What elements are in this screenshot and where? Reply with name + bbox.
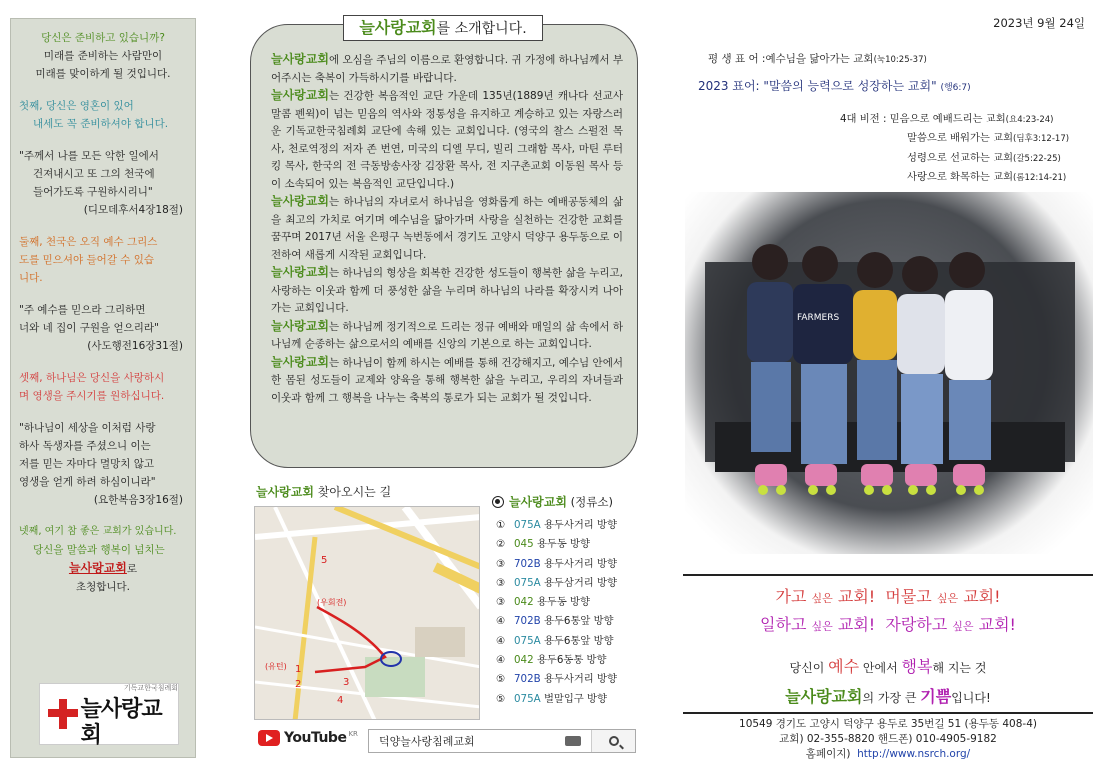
four-visions: 4대 비전 : 믿음으로 예배드리는 교회(요4:23-24) 말씀으로 배워가는 교회(딤후3:12-17) 성령으로 선교하는 교회(갈5:22-25) 사랑으로 화목하는 교회(롬12:14-21) — [840, 113, 1070, 183]
point-third: 셋째, 하나님은 당신을 사랑하시 며 영생을 주시기를 원하십니다. — [19, 372, 165, 402]
search-input[interactable]: 덕양늘사랑침례교회 — [379, 735, 475, 748]
bus-route-item: ① 075A 용두사거리 방향 — [496, 519, 617, 531]
map-graphic — [255, 507, 480, 720]
bus-route-item: ③ 075A 용두삼거리 방향 — [496, 576, 617, 589]
bus-stop-header: 늘사랑교회 (정류소) — [492, 493, 613, 510]
bus-route-number: 702B — [514, 673, 541, 686]
directions-title: 늘사랑교회 찾아오시는 길 — [256, 485, 392, 499]
bus-route-item: ③ 042 용두동 방향 — [496, 596, 590, 609]
intro-paragraph-1: 늘사랑교회에 오심을 주님의 이름으로 환영합니다. 귀 가정에 하나님께서 부어주시는 축복이 가득하시기를 바랍니다. — [271, 52, 623, 84]
intro-paragraph-2: 늘사랑교회는 건강한 복음적인 교단 가운데 135년(1889년 캐나다 선교사 말콤 펜윅)이 넘는 믿음의 역사와 정통성을 유지하고 계승하고 있는 자랑스러운 기독교한국침례회 교단에 속해 있는 교회입니다. (영국의 찰스 스펄전 목사, 천로역정의 저자 존 번연, 미국의 디엘 무디, 빌리 그래함 목사, 마틴 루터 킹 목사, 한국의 전 극동방송사장 김장환 목사, 전 지구촌교회 이동원 목사 등이 소속되어 있는 복음적인 교단입니다.) — [271, 88, 623, 190]
intro-paragraph-4: 늘사랑교회는 하나님의 형상을 회복한 건강한 성도들이 행복한 삶을 누리고, 사랑하는 이웃과 함께 더 풍성한 삶을 누리며 하나님의 나라를 확장시켜 나아가는 교회입니다. — [271, 265, 623, 314]
church-contact: 10549 경기도 고양시 덕양구 용두로 35번길 51 (용두동 408-4) 교회) 02-355-8820 핸드폰) 010-4905-9182 홈페이지) http://www.nsrch.org/ — [683, 717, 1093, 762]
svg-text:4: 4 — [337, 695, 344, 706]
church-intro-box — [250, 18, 638, 468]
question-title: 당신은 준비하고 있습니까? — [41, 32, 165, 44]
intro-paragraph-5: 늘사랑교회는 하나님께 정기적으로 드리는 정규 예배와 매일의 삶 속에서 하나님께 순종하는 삶으로서의 예배를 신앙의 기본으로 하는 교회입니다. — [271, 318, 623, 350]
youtube-logo[interactable]: YouTube KR — [258, 730, 358, 746]
cross-icon — [46, 697, 79, 731]
bus-route-item: ② 045 용두동 방향 — [496, 538, 590, 551]
youtube-play-icon — [258, 730, 280, 746]
left-panel — [10, 18, 196, 758]
slogan-line-2: 일하고 싶은 교회! 자랑하고 싶은 교회! — [760, 615, 1016, 634]
point-fourth: 넷째, 여기 참 좋은 교회가 있습니다. 당신을 말씀과 행복이 넘치는 늘사랑교회로 초청합니다. — [19, 526, 177, 593]
bus-route-number: 075A — [514, 519, 541, 531]
bus-route-item: ④ 075A 용두6통앞 방향 — [496, 634, 614, 647]
bus-route-number: 075A — [514, 576, 541, 589]
bus-route-number: 075A — [514, 692, 541, 705]
slogan-line-3: 당신이 예수 안에서 행복해 지는 것 — [789, 657, 987, 676]
bus-route-list — [496, 516, 617, 709]
bus-route-item: ④ 042 용두6동통 방향 — [496, 654, 607, 667]
bus-route-number: 075A — [514, 634, 541, 647]
search-icon — [609, 736, 619, 746]
intro-title: 늘사랑교회를 소개합니다. — [343, 15, 543, 41]
svg-text:(우회전): (우회전) — [317, 598, 347, 607]
slogan-box — [683, 574, 1093, 714]
bus-route-number: 045 — [514, 538, 534, 551]
intro-paragraph-3: 늘사랑교회는 하나님의 자녀로서 하나님을 영화롭게 하는 예배공동체의 삶을 최고의 가치로 여기며 예수님을 닮아가며 사랑을 실천하는 건강한 교회를 꿈꾸며 2017년 서울 은평구 녹번동에서 경기도 고양시 덕양구 용두동으로 이전하여 새롭게 시작된 교회입니다. — [271, 194, 623, 261]
bulletin-date: 2023년 9월 24일 — [993, 16, 1085, 30]
question-block: 당신은 준비하고 있습니까? 미래를 준비하는 사람만이 미래를 맞이하게 될 것입니다. — [19, 29, 187, 83]
location-map[interactable] — [254, 506, 480, 720]
verse-1: "주께서 나를 모든 악한 일에서 건져내시고 또 그의 천국에 들어가도록 구원하시리니" (디모데후서4장18절) — [19, 150, 183, 216]
point-second: 둘째, 천국은 오직 예수 그리스 도를 믿으셔야 들어갈 수 있습 니다. — [19, 236, 158, 284]
svg-text:3: 3 — [343, 677, 350, 688]
svg-text:2: 2 — [295, 679, 302, 690]
svg-text:FARMERS: FARMERS — [797, 313, 840, 323]
motto-2023: 2023 표어: "말씀의 능력으로 성장하는 교회" (행6:7) — [698, 79, 971, 93]
bus-route-number: 702B — [514, 615, 541, 628]
svg-text:5: 5 — [321, 555, 328, 566]
address: 10549 경기도 고양시 덕양구 용두로 35번길 51 (용두동 408-4) — [739, 718, 1037, 730]
keyboard-icon[interactable] — [565, 736, 581, 746]
church-name-inline: 늘사랑교회 — [68, 561, 127, 575]
svg-text:1: 1 — [295, 664, 302, 675]
youtube-search-bar[interactable] — [368, 729, 636, 753]
svg-text:(유턴): (유턴) — [265, 662, 287, 671]
bus-route-item: ⑤ 075A 벌말입구 방향 — [496, 692, 607, 705]
slogan-line-1: 가고 싶은 교회! 머물고 싶은 교회! — [775, 587, 1001, 606]
bus-route-item: ⑤ 702B 용두사거리 방향 — [496, 673, 617, 686]
bullet-icon — [492, 496, 504, 508]
verse-2: "주 예수를 믿으라 그리하면 너와 네 집이 구원을 얻으리라" (사도행전16장31절) — [19, 304, 183, 352]
bus-route-number: 702B — [514, 557, 541, 570]
bus-route-number: 042 — [514, 654, 534, 667]
group-photo — [685, 192, 1093, 554]
bus-route-item: ④ 702B 용두6통앞 방향 — [496, 615, 614, 628]
church-logo: 기독교한국침례회 늘사랑교회 — [39, 683, 179, 745]
bus-route-number: 042 — [514, 596, 534, 609]
phone-numbers: 교회) 02-355-8820 핸드폰) 010-4905-9182 — [779, 733, 997, 745]
slogan-line-4: 늘사랑교회의 가장 큰 기쁨입니다! — [785, 687, 991, 706]
lifetime-motto: 평 생 표 어 :예수님을 닮아가는 교회(눅10:25-37) — [708, 53, 927, 65]
intro-paragraph-6: 늘사랑교회는 하나님이 함께 하시는 예배를 통해 건강해지고, 예수님 안에서 한 몸된 성도들이 교제와 양육을 통해 행복한 삶을 누리고, 우리의 자녀들과 이웃과 함께 그 행복을 나누는 축복의 통로가 되는 교회가 될 것입니다. — [271, 354, 623, 404]
homepage-link[interactable]: http://www.nsrch.org/ — [857, 748, 971, 760]
verse-3: "하나님이 세상을 이처럼 사랑 하사 독생자를 주셨으니 이는 저를 믿는 자마다 멸망치 않고 영생을 얻게 하려 하심이니라" (요한복음3장16절) — [19, 422, 183, 506]
bus-route-item: ③ 702B 용두사거리 방향 — [496, 557, 617, 570]
search-button[interactable] — [591, 730, 635, 752]
point-first: 첫째, 당신은 영혼이 있어 내세도 꼭 준비하셔야 합니다. — [19, 100, 169, 130]
